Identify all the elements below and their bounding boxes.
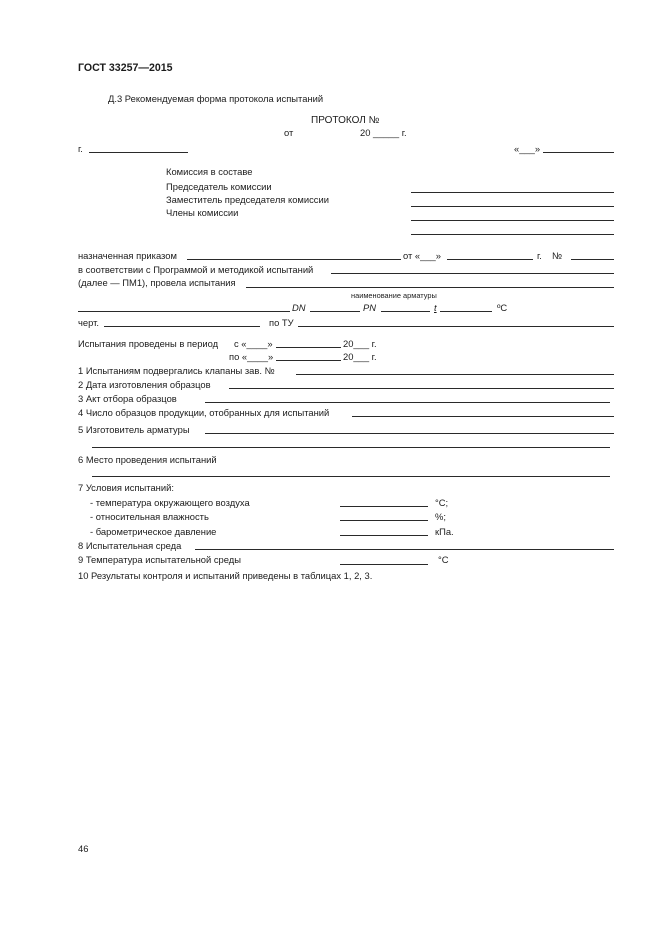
order-date-field[interactable] (447, 259, 533, 260)
city-prefix: г. (78, 143, 83, 154)
valve-name-field[interactable] (246, 287, 614, 288)
commission-composition: Комиссия в составе (166, 166, 253, 177)
item-3-field[interactable] (205, 402, 610, 403)
commission-members: Члены комиссии (166, 207, 239, 218)
period-year-from: 20___ г. (343, 338, 377, 349)
order-appointed: назначенная приказом (78, 250, 177, 261)
standard-number: ГОСТ 33257—2015 (78, 62, 173, 74)
commission-deputy: Заместитель председателя комиссии (166, 194, 329, 205)
drawing-field[interactable] (104, 326, 260, 327)
t-label: t (434, 302, 437, 313)
item-9: 9 Температура испытательной среды (78, 554, 241, 565)
tu-label: по ТУ (269, 317, 294, 328)
drawing-label: черт. (78, 317, 99, 328)
pn-field[interactable] (381, 311, 430, 312)
item-4: 4 Число образцов продукции, отобранных для испытаний (78, 407, 330, 418)
period-from-field[interactable] (276, 347, 341, 348)
dn-label: DN (292, 302, 306, 313)
item-7: 7 Условия испытаний: (78, 482, 174, 493)
order-pm1: (далее — ПМ1), провела испытания (78, 277, 236, 288)
protocol-date-field[interactable] (543, 152, 614, 153)
protocol-title: ПРОТОКОЛ № (311, 115, 380, 126)
commission-chairman: Председатель комиссии (166, 181, 272, 192)
dn-field[interactable] (310, 311, 360, 312)
chairman-field[interactable] (411, 192, 614, 193)
order-per-program: в соответствии с Программой и методикой испытаний (78, 264, 314, 275)
valve-name-caption: наименование арматуры (351, 291, 437, 300)
condition-temperature: - температура окружающего воздуха (90, 497, 250, 508)
protocol-date-quote: «___» (514, 143, 541, 154)
period-to: по «____» (229, 351, 274, 362)
city-field[interactable] (89, 152, 188, 153)
condition-pressure-unit: кПа. (435, 526, 454, 537)
valve-type-field[interactable] (78, 311, 290, 312)
order-year-suffix: г. (537, 250, 542, 261)
item-5: 5 Изготовитель арматуры (78, 424, 190, 435)
order-number-sign: № (552, 250, 563, 261)
condition-humidity-unit: %; (435, 511, 446, 522)
period-from: с «____» (234, 338, 273, 349)
item-8: 8 Испытательная среда (78, 540, 182, 551)
condition-humidity-field[interactable] (340, 520, 428, 521)
item-2: 2 Дата изготовления образцов (78, 379, 211, 390)
members-field-1[interactable] (411, 220, 614, 221)
protocol-date-year: 20 _____ г. (360, 127, 407, 138)
condition-temperature-field[interactable] (340, 506, 428, 507)
item-3: 3 Акт отбора образцов (78, 393, 177, 404)
section-title: Д.3 Рекомендуемая форма протокола испытаний (108, 93, 324, 104)
condition-humidity: - относительная влажность (90, 511, 209, 522)
item-8-field[interactable] (195, 549, 614, 550)
condition-temperature-unit: °С; (435, 497, 449, 508)
t-unit: ºС (497, 302, 508, 313)
t-field[interactable] (440, 311, 492, 312)
order-from: от «___» (403, 250, 441, 261)
protocol-date-from: от (284, 127, 294, 138)
item-10: 10 Результаты контроля и испытаний приведены в таблицах 1, 2, 3. (78, 570, 373, 581)
item-6-field[interactable] (92, 476, 610, 477)
item-1-field[interactable] (296, 374, 614, 375)
item-9-field[interactable] (340, 564, 428, 565)
condition-pressure: - барометрическое давление (90, 526, 217, 537)
page-number: 46 (78, 843, 89, 854)
condition-pressure-field[interactable] (340, 535, 428, 536)
tu-field[interactable] (298, 326, 614, 327)
item-6: 6 Место проведения испытаний (78, 454, 217, 465)
period-label: Испытания проведены в период (78, 338, 219, 349)
period-to-field[interactable] (276, 360, 341, 361)
order-field[interactable] (187, 259, 401, 260)
pn-label: PN (363, 302, 377, 313)
item-5-field-2[interactable] (92, 447, 610, 448)
program-field[interactable] (331, 273, 614, 274)
deputy-field[interactable] (411, 206, 614, 207)
item-1: 1 Испытаниям подвергались клапаны зав. № (78, 365, 275, 376)
period-year-to: 20___ г. (343, 351, 377, 362)
members-field-2[interactable] (411, 234, 614, 235)
item-4-field[interactable] (352, 416, 614, 417)
order-number-field[interactable] (571, 259, 614, 260)
item-2-field[interactable] (229, 388, 614, 389)
item-9-unit: °С (438, 554, 449, 565)
item-5-field[interactable] (205, 433, 614, 434)
